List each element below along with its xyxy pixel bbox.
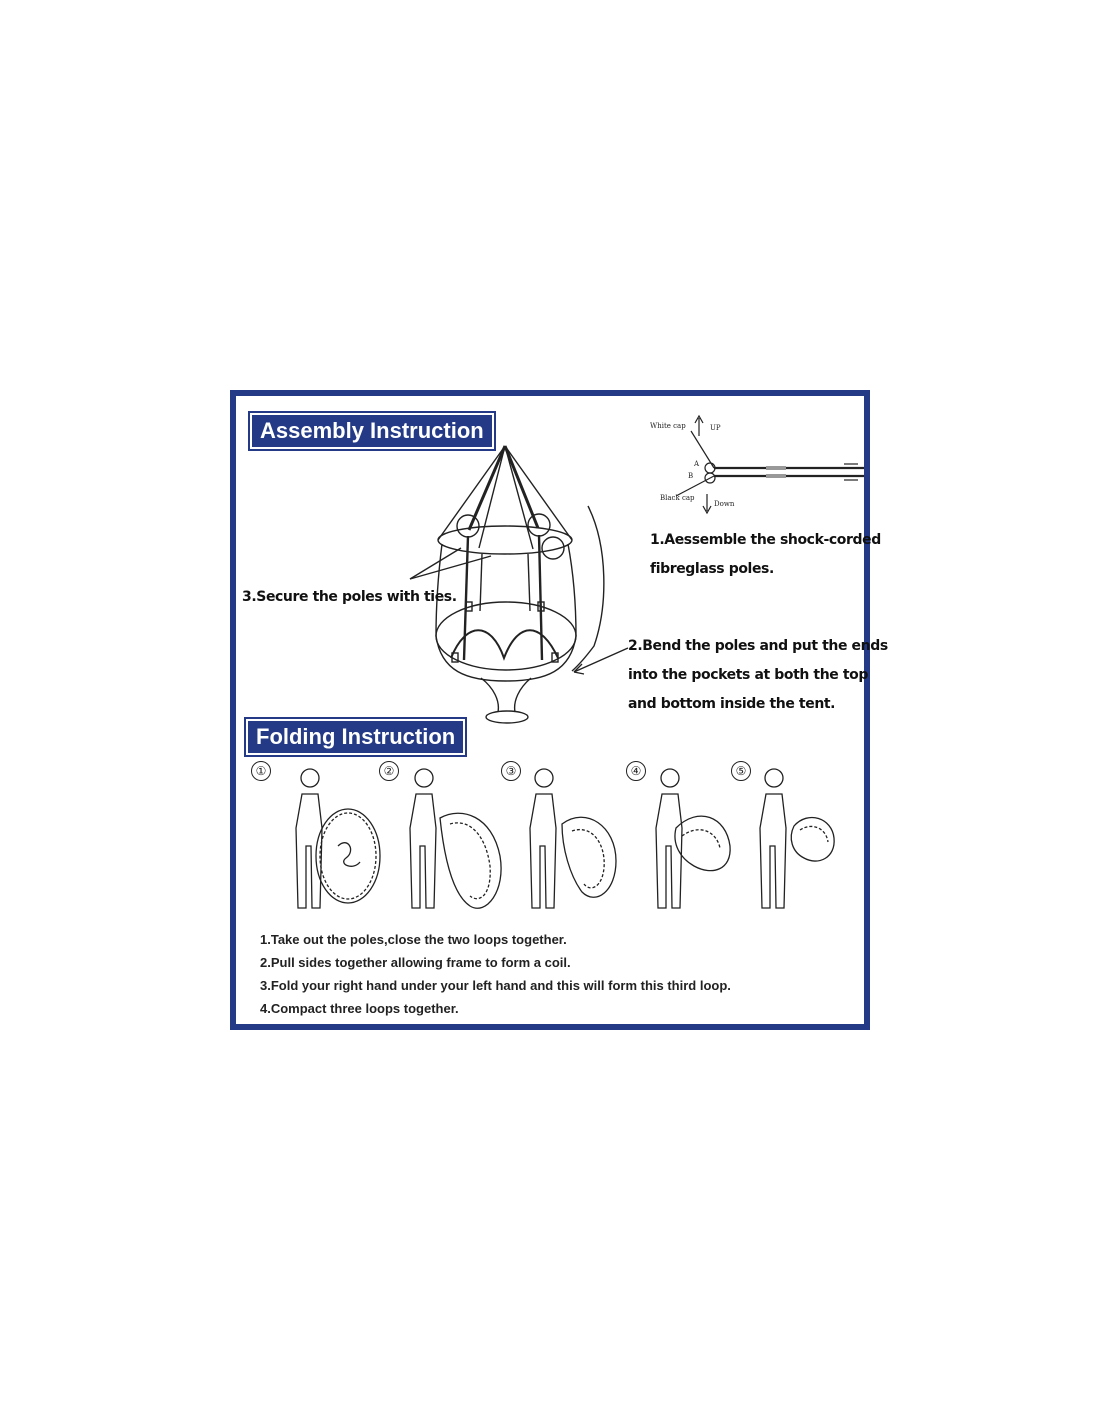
folding-step-1: 1.Take out the poles,close the two loops together. — [260, 932, 567, 947]
folding-step-3: 3.Fold your right hand under your left hand and this will form this third loop. — [260, 978, 731, 993]
assembly-step-3: 3.Secure the poles with ties. — [242, 589, 457, 605]
white-cap-label: White cap — [650, 422, 686, 430]
up-label: UP — [710, 424, 721, 432]
figure-number-2: ② — [379, 761, 399, 781]
folding-step-2: 2.Pull sides together allowing frame to form a coil. — [260, 955, 571, 970]
instruction-panel — [230, 390, 888, 1030]
assembly-heading: Assembly Instruction — [252, 415, 492, 447]
black-cap-label: Black cap — [660, 494, 695, 502]
folding-step-4: 4.Compact three loops together. — [260, 1001, 459, 1016]
assembly-step-2: 2.Bend the poles and put the ends into the pockets at both the top and bottom inside the tent. — [628, 638, 888, 712]
folding-heading: Folding Instruction — [248, 721, 463, 753]
pole-b-label: B — [688, 472, 694, 480]
figure-number-4: ④ — [626, 761, 646, 781]
figure-number-1: ① — [251, 761, 271, 781]
figure-number-5: ⑤ — [731, 761, 751, 781]
figure-number-3: ③ — [501, 761, 521, 781]
assembly-step-1: 1.Aessemble the shock-corded fibreglass poles. — [650, 532, 881, 577]
down-label: Down — [714, 500, 735, 508]
pole-a-label: A — [694, 460, 700, 468]
